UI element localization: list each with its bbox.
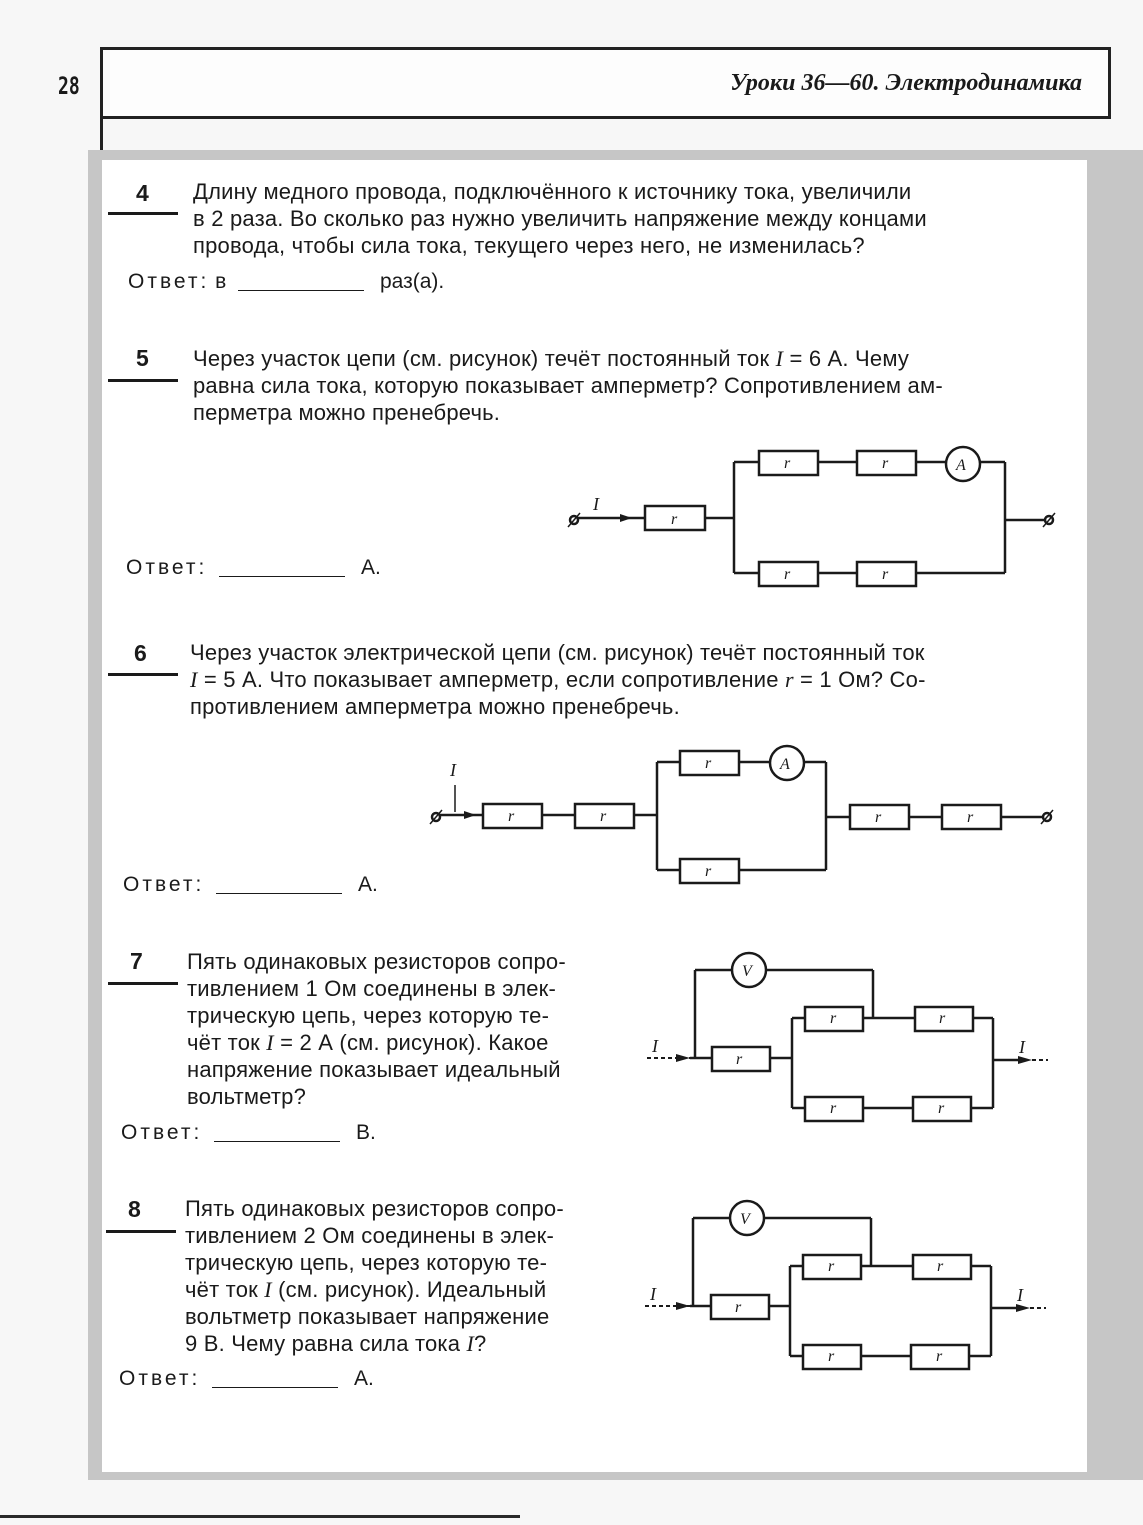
task-text: Пять одинаковых резисторов сопро- тивлением 2 Ом соединены в элек- трическую цепь, через которую те- чёт ток I (см. рисунок). Идеальный вольтметр показывает напряжение 9 В. Чему равна сила тока I? [185, 1196, 564, 1356]
resistor-label: r [508, 808, 515, 825]
answer-blank[interactable] [212, 1387, 338, 1388]
header [100, 47, 1111, 119]
voltmeter-label: V [742, 963, 752, 980]
task-number: 8 [128, 1196, 141, 1222]
current-label: I [593, 494, 599, 514]
resistor-label: r [830, 1010, 837, 1027]
answer-label: Ответ: [119, 1367, 201, 1390]
resistor-label: r [828, 1258, 835, 1275]
current-label: I [1017, 1285, 1023, 1305]
ammeter-label: A [956, 457, 966, 474]
page-edge-line [0, 1515, 520, 1518]
resistor-label: r [828, 1348, 835, 1365]
answer-label: Ответ: [121, 1121, 203, 1144]
current-label: I [650, 1284, 656, 1304]
answer-unit: А. [361, 556, 381, 579]
circuit-diagram-8 [640, 1196, 1050, 1371]
answer-blank[interactable] [238, 290, 364, 291]
task-marker [108, 673, 178, 676]
resistor-label: r [671, 511, 678, 528]
task-text: Через участок электрической цепи (см. рисунок) течёт постоянный ток I = 5 А. Что показывает амперметр, если сопротивление r = 1 Ом? Со- противлением амперметра можно пренебречь. [190, 640, 926, 719]
resistor-label: r [600, 808, 607, 825]
resistor-label: r [875, 809, 882, 826]
task-marker [108, 212, 178, 215]
answer-line [128, 270, 444, 294]
answer-unit: А. [358, 873, 378, 896]
answer-unit: А. [354, 1367, 374, 1390]
resistor-label: r [830, 1100, 837, 1117]
resistor-label: r [937, 1258, 944, 1275]
resistor-label: r [705, 755, 712, 772]
task-text: Через участок цепи (см. рисунок) течёт постоянный ток I = 6 А. Чему равна сила тока, которую показывает амперметр? Сопротивлением ам- перметра можно пренебречь. [193, 346, 943, 425]
circuit-diagram-7 [640, 950, 1050, 1125]
circuit-diagram-5 [560, 440, 1070, 590]
task-text: Пять одинаковых резисторов сопро- тивлением 1 Ом соединены в элек- трическую цепь, через которую те- чёт ток I = 2 А (см. рисунок). Какое напряжение показывает идеальный вольтметр? [187, 949, 566, 1109]
answer-line [121, 1121, 376, 1145]
task-marker [108, 379, 178, 382]
resistor-label: r [938, 1100, 945, 1117]
answer-line [123, 873, 378, 897]
task-number: 6 [134, 640, 147, 666]
resistor-label: r [882, 455, 889, 472]
answer-unit: В. [356, 1121, 376, 1144]
resistor-label: r [784, 455, 791, 472]
answer-blank[interactable] [216, 893, 342, 894]
resistor-label: r [936, 1348, 943, 1365]
answer-prefix: в [215, 270, 227, 293]
resistor-label: r [967, 809, 974, 826]
answer-label: Ответ: [126, 556, 208, 579]
answer-line [119, 1367, 374, 1391]
resistor-label: r [736, 1051, 743, 1068]
current-label: I [450, 760, 456, 780]
resistor-label: r [784, 566, 791, 583]
page-number: 28 [58, 72, 80, 100]
circuit-diagram-6 [420, 740, 1070, 890]
answer-label: Ответ: [123, 873, 205, 896]
resistor-label: r [705, 863, 712, 880]
task-marker [106, 1230, 176, 1233]
header-title: Уроки 36—60. Электродинамика [730, 70, 1082, 96]
answer-label: Ответ: [128, 270, 210, 293]
resistor-label: r [939, 1010, 946, 1027]
answer-blank[interactable] [214, 1141, 340, 1142]
task-marker [108, 982, 178, 985]
answer-blank[interactable] [219, 576, 345, 577]
ammeter-label: A [780, 756, 790, 773]
answer-unit: раз(а). [380, 270, 445, 293]
task-number: 4 [136, 180, 149, 206]
task-number: 7 [130, 948, 143, 974]
answer-line [126, 556, 381, 580]
resistor-label: r [882, 566, 889, 583]
current-label: I [652, 1036, 658, 1056]
task-number: 5 [136, 345, 149, 371]
resistor-label: r [735, 1299, 742, 1316]
current-label: I [1019, 1037, 1025, 1057]
task-text: Длину медного провода, подключённого к источнику тока, увеличили в 2 раза. Во сколько раз нужно увеличить напряжение между концами провода, чтобы сила тока, текущего через него, не изменилась? [193, 179, 927, 258]
voltmeter-label: V [740, 1211, 750, 1228]
